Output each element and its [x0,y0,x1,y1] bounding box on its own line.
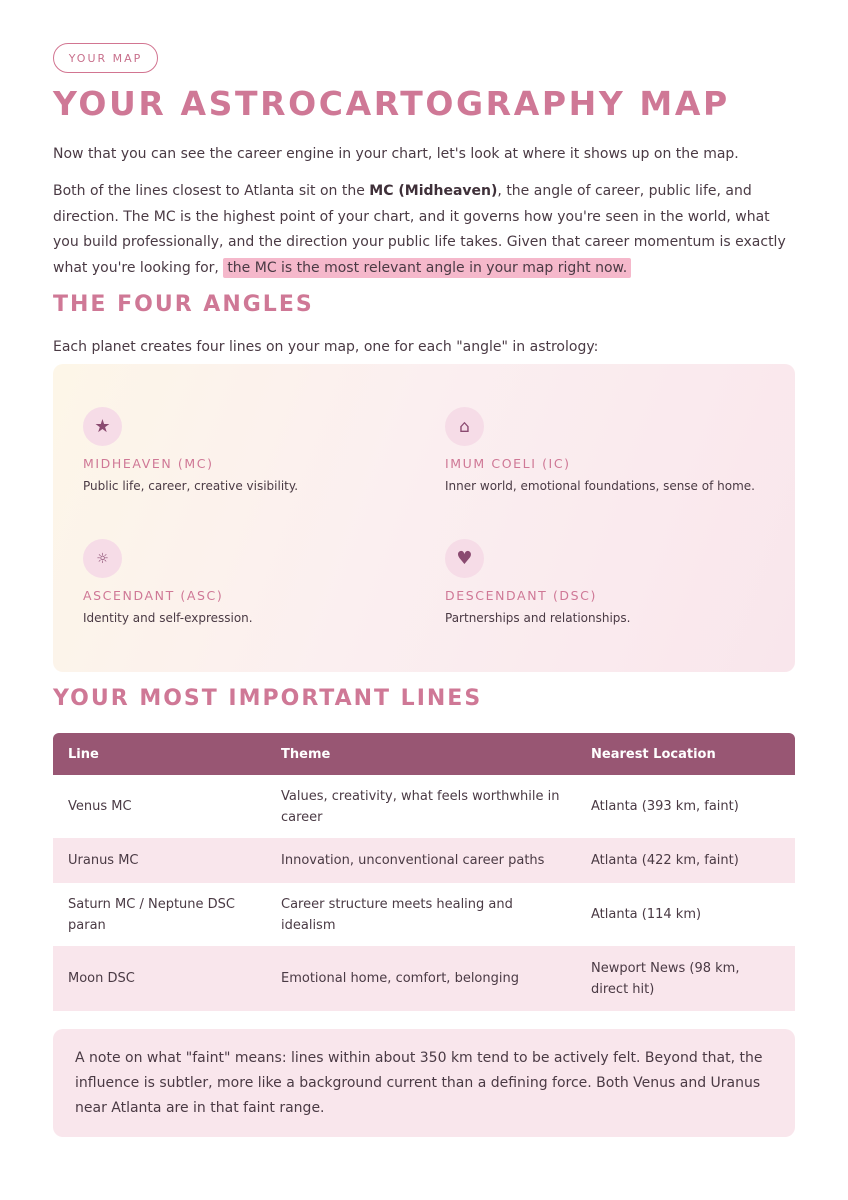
page-title: YOUR ASTROCARTOGRAPHY MAP [53,84,730,123]
table-row [53,946,795,1011]
angle-description: Public life, career, creative visibility. [83,479,299,493]
important-lines-heading: YOUR MOST IMPORTANT LINES [53,686,483,711]
angles-card [53,364,795,672]
paragraph-highlight: the MC is the most relevant angle in your map right now. [223,258,631,278]
star-icon: ★ [83,407,122,446]
theme-cell: Career structure meets healing and idealism [266,883,576,946]
angle-title: DESCENDANT (DSC) [445,588,597,603]
section-tag: YOUR MAP [53,43,158,73]
line-cell: Uranus MC [53,838,266,883]
theme-cell: Innovation, unconventional career paths [266,838,576,883]
sun-icon: ☼ [83,539,122,578]
column-header-location: Nearest Location [576,733,795,775]
four-angles-heading: THE FOUR ANGLES [53,292,314,317]
angle-imum-coeli [445,407,775,493]
table-row [53,838,795,883]
location-cell: Newport News (98 km, direct hit) [576,946,795,1011]
line-cell: Venus MC [53,775,266,838]
line-cell: Moon DSC [53,946,266,1011]
paragraph-text-2: , the angle of career, public life, and direction. The MC is the highest point of your chart, and it governs how you're seen in the world, what you build professionally, and the direction your public life takes. Given that career momentum is exactly what you're looking for, [53,183,786,276]
location-cell: Atlanta (393 km, faint) [576,775,795,838]
theme-cell: Emotional home, comfort, belonging [266,946,576,1011]
paragraph-bold: MC (Midheaven) [369,183,498,199]
angle-description: Identity and self-expression. [83,611,253,625]
column-header-theme: Theme [266,733,576,775]
angle-descendant [445,539,775,625]
angle-title: ASCENDANT (ASC) [83,588,224,603]
table-row [53,775,795,838]
line-cell: Saturn MC / Neptune DSC paran [53,883,266,946]
mc-paragraph [53,179,795,281]
paragraph-text-1: Both of the lines closest to Atlanta sit on the [53,183,370,199]
table-row [53,883,795,946]
angle-description: Inner world, emotional foundations, sense of home. [445,479,755,493]
angle-ascendant [83,539,413,625]
table-header-row [53,733,795,775]
angle-midheaven [83,407,413,493]
angle-title: MIDHEAVEN (MC) [83,456,214,471]
location-cell: Atlanta (422 km, faint) [576,838,795,883]
intro-text: Now that you can see the career engine in your chart, let's look at where it shows up on the map. [53,146,739,162]
home-icon: ⌂ [445,407,484,446]
location-cell: Atlanta (114 km) [576,883,795,946]
angle-title: IMUM COELI (IC) [445,456,571,471]
angle-description: Partnerships and relationships. [445,611,631,625]
theme-cell: Values, creativity, what feels worthwhile in career [266,775,576,838]
column-header-line: Line [53,733,266,775]
important-lines-table [53,733,795,1011]
four-angles-intro: Each planet creates four lines on your map, one for each "angle" in astrology: [53,339,599,355]
heart-icon: ♥ [445,539,484,578]
faint-note: A note on what "faint" means: lines within about 350 km tend to be actively felt. Beyond that, the influence is subtler, more like a background current than a defining force. Both Venus and Uranus near Atlanta are in that faint range. [53,1029,795,1137]
